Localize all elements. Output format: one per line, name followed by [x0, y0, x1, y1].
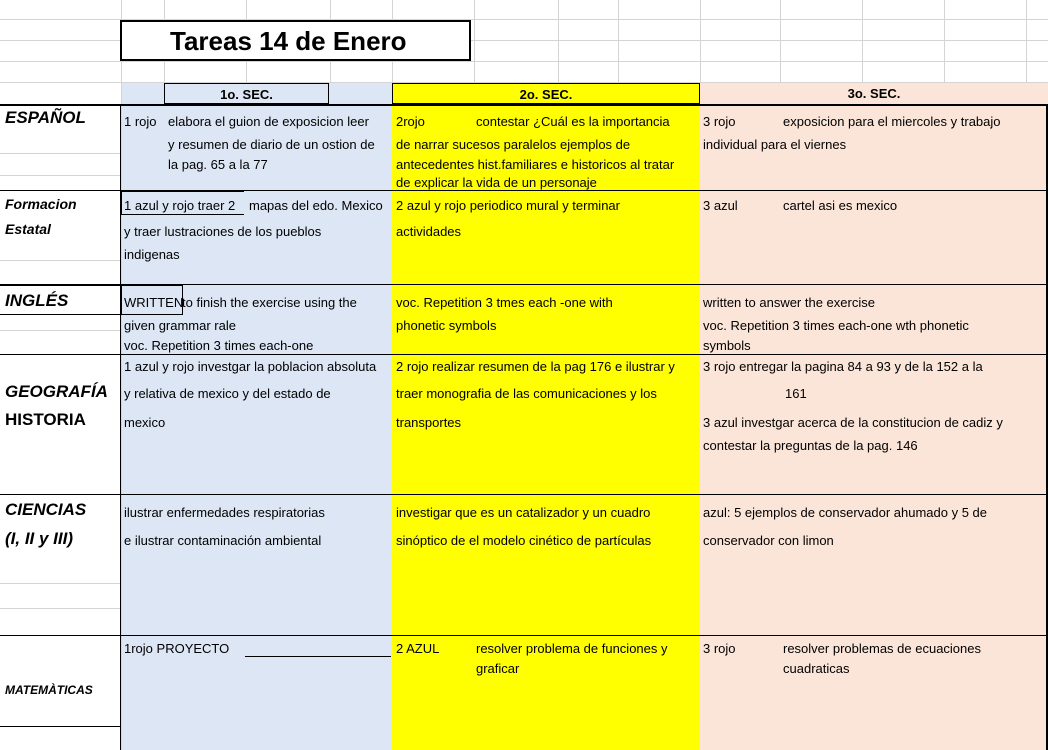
- geografia-s3-line[interactable]: 161: [785, 386, 807, 401]
- page-title: Tareas 14 de Enero: [170, 26, 407, 56]
- espanol-s3-text[interactable]: exposicion para el miercoles y trabajo: [783, 114, 1001, 129]
- espanol-s2-line[interactable]: de explicar la vida de un personaje: [396, 175, 597, 190]
- ingles-s1-line[interactable]: WRITTEN: [124, 295, 184, 310]
- espanol-s3-tag[interactable]: 3 rojo: [703, 114, 736, 129]
- ciencias-s3-line[interactable]: azul: 5 ejemplos de conservador ahumado y 5 de: [703, 505, 988, 520]
- ciencias-s2-line[interactable]: sinóptico de el modelo cinético de partículas: [396, 533, 652, 548]
- row-border: [245, 656, 391, 657]
- espanol-s2-text[interactable]: contestar ¿Cuál es la importancia: [476, 114, 670, 129]
- formacion-s2-line[interactable]: 2 azul y rojo periodico mural y terminar: [396, 198, 620, 213]
- espanol-s2-tag[interactable]: 2rojo: [396, 114, 425, 129]
- formacion-s3-text[interactable]: cartel asi es mexico: [783, 198, 898, 213]
- row-border: [0, 635, 1048, 636]
- geografia-s2-line[interactable]: transportes: [396, 415, 462, 430]
- ingles-s3-line[interactable]: symbols: [703, 338, 751, 353]
- row-border: [0, 494, 1048, 495]
- subject-formacion-estatal[interactable]: Estatal: [5, 221, 51, 237]
- espanol-s1-line[interactable]: elabora el guion de exposicion leer: [168, 114, 369, 129]
- ingles-s3-line[interactable]: voc. Repetition 3 times each-one wth phonetic: [703, 318, 969, 333]
- ciencias-s2-line[interactable]: investigar que es un catalizador y un cuadro: [396, 505, 651, 520]
- formacion-s1-line[interactable]: y traer lustraciones de los pueblos: [124, 224, 322, 239]
- formacion-s1-line[interactable]: 1 azul y rojo traer 2: [124, 198, 236, 213]
- geografia-s3-line[interactable]: contestar la preguntas de la pag. 146: [703, 438, 918, 453]
- subject-geografia[interactable]: GEOGRAFÍA: [5, 382, 108, 401]
- ingles-s2-line[interactable]: phonetic symbols: [396, 318, 497, 333]
- ingles-s1-line[interactable]: to finish the exercise using the: [182, 295, 357, 310]
- subject-formacion[interactable]: Formacion: [5, 196, 77, 212]
- geografia-s1-line[interactable]: y relativa de mexico y del estado de: [124, 386, 331, 401]
- espanol-s1-line[interactable]: y resumen de diario de un ostion de: [168, 137, 375, 152]
- header-sec2[interactable]: 2o. SEC.: [392, 83, 700, 104]
- ingles-s2-line[interactable]: voc. Repetition 3 tmes each -one with: [396, 295, 613, 310]
- header-sec3[interactable]: 3o. SEC.: [700, 83, 1048, 104]
- geografia-s3-line[interactable]: 3 azul investgar acerca de la constitucion de cadiz y: [703, 415, 1003, 430]
- formacion-s2-line[interactable]: actividades: [396, 224, 462, 239]
- subject-espanol[interactable]: ESPAÑOL: [5, 108, 86, 127]
- ingles-s1-line[interactable]: given grammar rale: [124, 318, 236, 333]
- matematicas-s3-line[interactable]: cuadraticas: [783, 661, 850, 676]
- ciencias-s3-line[interactable]: conservador con limon: [703, 533, 834, 548]
- matematicas-s3-tag[interactable]: 3 rojo: [703, 641, 736, 656]
- espanol-s2-line[interactable]: antecedentes hist.familiares e historicos al tratar: [396, 157, 675, 172]
- matematicas-s1-text[interactable]: 1rojo PROYECTO: [124, 641, 230, 656]
- subject-ciencias-levels[interactable]: (I, II y III): [5, 529, 74, 548]
- espanol-s1-tag[interactable]: 1 rojo: [124, 114, 157, 129]
- geografia-s1-line[interactable]: 1 azul y rojo investgar la poblacion absoluta: [124, 359, 377, 374]
- ingles-s1-line[interactable]: voc. Repetition 3 times each-one: [124, 338, 314, 353]
- subject-ingles[interactable]: INGLÉS: [5, 291, 69, 310]
- matematicas-s2-tag[interactable]: 2 AZUL: [396, 641, 440, 656]
- geografia-s2-line[interactable]: traer monografia de las comunicaciones y los: [396, 386, 657, 401]
- formacion-s3-tag[interactable]: 3 azul: [703, 198, 738, 213]
- espanol-s1-line[interactable]: la pag. 65 a la 77: [168, 157, 268, 172]
- geografia-s3-line[interactable]: 3 rojo entregar la pagina 84 a 93 y de la 152 a la: [703, 359, 983, 374]
- geografia-s1-line[interactable]: mexico: [124, 415, 166, 430]
- row-border: [0, 726, 121, 727]
- matematicas-s2-line[interactable]: resolver problema de funciones y: [476, 641, 668, 656]
- subject-ciencias[interactable]: CIENCIAS: [5, 500, 87, 519]
- formacion-s1-line[interactable]: mapas del edo. Mexico: [249, 198, 383, 213]
- formacion-s1-line[interactable]: indigenas: [124, 247, 180, 262]
- ciencias-s1-line[interactable]: ilustrar enfermedades respiratorias: [124, 505, 325, 520]
- header-sec1[interactable]: 1o. SEC.: [164, 83, 329, 104]
- matematicas-s3-line[interactable]: resolver problemas de ecuaciones: [783, 641, 981, 656]
- subject-matematicas[interactable]: MATEMÀTICAS: [5, 683, 93, 697]
- row-border: [780, 104, 1046, 105]
- ciencias-s1-line[interactable]: e ilustrar contaminación ambiental: [124, 533, 322, 548]
- row-border: [0, 354, 1048, 355]
- espanol-s3-line[interactable]: individual para el viernes: [703, 137, 847, 152]
- geografia-s2-line[interactable]: 2 rojo realizar resumen de la pag 176 e ilustrar y: [396, 359, 675, 374]
- matematicas-s2-line[interactable]: graficar: [476, 661, 520, 676]
- ingles-s3-line[interactable]: written to answer the exercise: [703, 295, 875, 310]
- espanol-s2-line[interactable]: de narrar sucesos paralelos ejemplos de: [396, 137, 631, 152]
- subject-historia[interactable]: HISTORIA: [5, 410, 86, 429]
